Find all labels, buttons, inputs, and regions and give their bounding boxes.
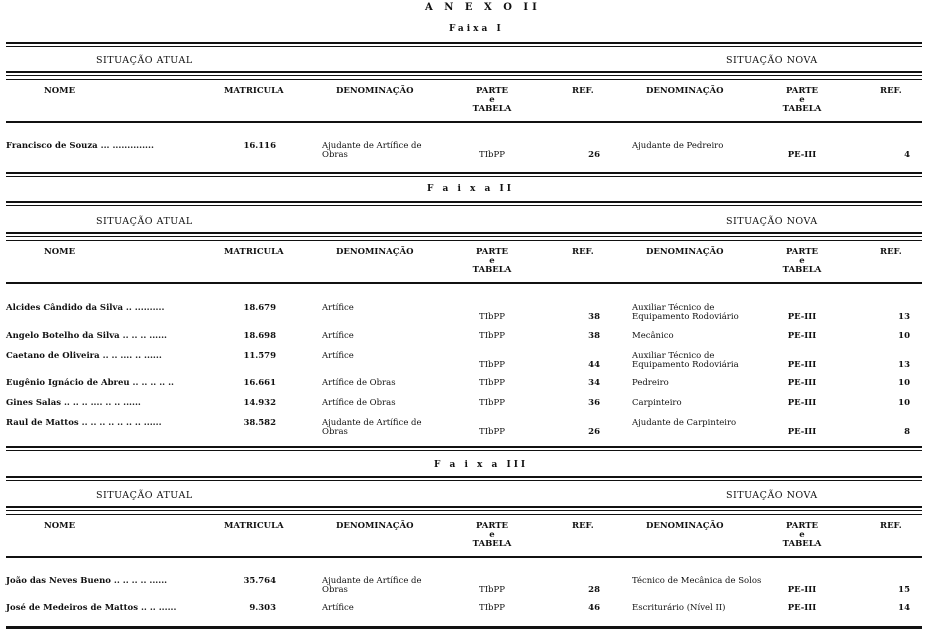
row-parte-atual: TIbPP — [479, 360, 505, 370]
faixa-2-col-ref-nova: REF. — [880, 247, 902, 257]
row-ref-nova: 15 — [898, 585, 910, 595]
row-denominacao-atual: Artífice de Obras — [322, 378, 396, 388]
faixa-2-col-matricula: MATRICULA — [224, 247, 284, 257]
faixa-2-header-rule — [6, 232, 922, 237]
faixa-3-col-ref-atual: REF. — [572, 521, 594, 531]
row-matricula: 35.764 — [243, 576, 276, 586]
faixa-2-col-parte: PARTE — [475, 247, 509, 257]
faixa-1-col-e: e — [489, 95, 495, 105]
faixa-1-col-ref-atual: REF. — [572, 86, 594, 96]
faixa-2-bottom-rule — [6, 446, 922, 451]
row-nome: Francisco de Souza ... .............. — [6, 141, 154, 151]
row-matricula: 18.698 — [243, 331, 276, 341]
faixa-3-bottom-rule — [6, 626, 922, 629]
row-matricula: 18.679 — [243, 303, 276, 313]
faixa-2-col-denominacao-atual: DENOMINAÇÃO — [336, 247, 414, 257]
row-parte-nova: PE-III — [787, 427, 817, 437]
faixa-3-situacao-atual: SITUAÇÃO ATUAL — [96, 490, 193, 501]
row-ref-nova: 8 — [904, 427, 910, 437]
row-ref-nova: 4 — [904, 150, 910, 160]
faixa-3-col-denominacao-nova: DENOMINAÇÃO — [646, 521, 724, 531]
faixa-3-col-matricula: MATRICULA — [224, 521, 284, 531]
faixa-1-header-thin-rule — [6, 79, 922, 80]
faixa-3-col-parte-nova — [777, 522, 827, 549]
row-denominacao-atual: Artífice de Obras — [322, 398, 396, 408]
faixa-3-col-denominacao-atual: DENOMINAÇÃO — [336, 521, 414, 531]
faixa-3-col-tabela: TABELA — [782, 539, 822, 549]
faixa-1-col-tabela: TABELA — [782, 104, 822, 114]
faixa-1-header-rule — [6, 71, 922, 76]
row-denominacao-nova: Auxiliar Técnico de Equipamento Rodoviário — [632, 303, 739, 322]
faixa-3-col-parte: PARTE — [475, 521, 509, 531]
faixa-2-col-e: e — [489, 256, 495, 266]
row-denominacao-nova: Carpinteiro — [632, 398, 682, 408]
row-ref-nova: 10 — [898, 398, 910, 408]
row-denominacao-atual: Ajudante de Artífice de Obras — [322, 418, 422, 437]
faixa-1-col-tabela: TABELA — [472, 104, 512, 114]
row-nome: Gines Salas .. .. .. .... .. .. ...... — [6, 398, 141, 408]
faixa-1-col-parte-nova — [777, 87, 827, 114]
row-parte-nova: PE-III — [787, 331, 817, 341]
row-denominacao-atual: Artífice — [322, 351, 354, 361]
faixa-3-col-tabela: TABELA — [472, 539, 512, 549]
row-matricula: 38.582 — [243, 418, 276, 428]
faixa-3-col-parte-atual — [467, 522, 517, 549]
faixa-2-col-parte-atual — [467, 248, 517, 275]
row-matricula: 16.661 — [243, 378, 276, 388]
row-nome: Caetano de Oliveira .. .. .... .. ...... — [6, 351, 162, 361]
row-ref-nova: 14 — [898, 603, 910, 613]
faixa-1-col-parte: PARTE — [475, 86, 509, 96]
faixa-2-col-nome: NOME — [44, 247, 76, 257]
faixa-2-col-tabela: TABELA — [472, 265, 512, 275]
row-denominacao-atual: Artífice — [322, 303, 354, 313]
row-parte-nova: PE-III — [787, 360, 817, 370]
row-matricula: 14.932 — [243, 398, 276, 408]
faixa-2-col-e: e — [799, 256, 805, 266]
faixa-3-col-nome: NOME — [44, 521, 76, 531]
faixa-2-situacao-nova: SITUAÇÃO NOVA — [726, 216, 818, 227]
row-denominacao-atual: Artífice — [322, 331, 354, 341]
row-ref-nova: 13 — [898, 360, 910, 370]
row-ref-atual: 28 — [588, 585, 600, 595]
row-parte-atual: TIbPP — [479, 378, 505, 388]
row-denominacao-nova: Ajudante de Pedreiro — [632, 141, 724, 151]
row-parte-nova: PE-III — [787, 398, 817, 408]
row-parte-atual: TIbPP — [479, 585, 505, 595]
faixa-1-situacao-atual: SITUAÇÃO ATUAL — [96, 55, 193, 66]
faixa-3-header-rule — [6, 506, 922, 511]
row-denominacao-atual: Ajudante de Artífice de Obras — [322, 576, 422, 595]
faixa-1-col-parte-atual — [467, 87, 517, 114]
row-parte-nova: PE-III — [787, 585, 817, 595]
faixa-1-col-parte: PARTE — [785, 86, 819, 96]
row-nome: Raul de Mattos .. .. .. .. .. .. .. ...... — [6, 418, 162, 428]
faixa-3-label: F a i x a III — [434, 460, 529, 470]
row-matricula: 16.116 — [243, 141, 276, 151]
faixa-1-top-rule — [6, 42, 922, 47]
faixa-3-top-rule — [6, 476, 922, 481]
row-denominacao-nova: Escriturário (Nível II) — [632, 603, 726, 613]
faixa-2-label: F a i x a II — [427, 184, 514, 194]
faixa-2-situacao-atual: SITUAÇÃO ATUAL — [96, 216, 193, 227]
row-ref-atual: 46 — [588, 603, 600, 613]
faixa-2-col-parte: PARTE — [785, 247, 819, 257]
faixa-3-col-parte: PARTE — [785, 521, 819, 531]
row-nome: Alcides Cândido da Silva .. .......... — [6, 303, 165, 313]
row-denominacao-atual: Ajudante de Artífice de Obras — [322, 141, 422, 160]
faixa-1-situacao-nova: SITUAÇÃO NOVA — [726, 55, 818, 66]
row-ref-nova: 13 — [898, 312, 910, 322]
row-ref-nova: 10 — [898, 378, 910, 388]
row-parte-nova: PE-III — [787, 150, 817, 160]
annex-title: A N E X O II — [425, 2, 541, 13]
row-parte-nova: PE-III — [787, 312, 817, 322]
row-nome: Angelo Botelho da Silva .. .. .. ...... — [6, 331, 168, 341]
faixa-1-col-ref-nova: REF. — [880, 86, 902, 96]
row-ref-atual: 38 — [588, 331, 600, 341]
row-ref-nova: 10 — [898, 331, 910, 341]
row-denominacao-nova: Mecânico — [632, 331, 674, 341]
faixa-3-col-ref-nova: REF. — [880, 521, 902, 531]
faixa-3-col-e: e — [799, 530, 805, 540]
row-parte-atual: TIbPP — [479, 150, 505, 160]
faixa-1-col-nome: NOME — [44, 86, 76, 96]
faixa-1-col-matricula: MATRICULA — [224, 86, 284, 96]
faixa-2-top-rule — [6, 201, 922, 206]
row-denominacao-nova: Auxiliar Técnico de Equipamento Rodoviária — [632, 351, 739, 370]
row-nome: Eugênio Ignácio de Abreu .. .. .. .. .. — [6, 378, 174, 388]
faixa-1-bottom-rule — [6, 172, 922, 177]
row-nome: João das Neves Bueno .. .. .. .. ...... — [6, 576, 168, 586]
faixa-1-label: Faixa I — [449, 24, 504, 34]
row-matricula: 9.303 — [249, 603, 276, 613]
row-denominacao-nova: Técnico de Mecânica de Solos — [632, 576, 762, 586]
row-parte-nova: PE-III — [787, 378, 817, 388]
faixa-1-col-e: e — [799, 95, 805, 105]
row-parte-nova: PE-III — [787, 603, 817, 613]
row-denominacao-nova: Ajudante de Carpinteiro — [632, 418, 737, 428]
faixa-2-col-parte-nova — [777, 248, 827, 275]
row-ref-atual: 36 — [588, 398, 600, 408]
row-ref-atual: 26 — [588, 150, 600, 160]
faixa-3-situacao-nova: SITUAÇÃO NOVA — [726, 490, 818, 501]
faixa-1-columns-rule — [6, 121, 922, 123]
row-ref-atual: 38 — [588, 312, 600, 322]
row-nome: José de Medeiros de Mattos .. .. ...... — [6, 603, 177, 613]
row-parte-atual: TIbPP — [479, 312, 505, 322]
row-matricula: 11.579 — [243, 351, 276, 361]
row-ref-atual: 26 — [588, 427, 600, 437]
faixa-2-col-ref-atual: REF. — [572, 247, 594, 257]
row-denominacao-atual: Artífice — [322, 603, 354, 613]
faixa-3-col-e: e — [489, 530, 495, 540]
faixa-2-header-thin-rule — [6, 240, 922, 241]
row-parte-atual: TIbPP — [479, 603, 505, 613]
row-ref-atual: 34 — [588, 378, 600, 388]
faixa-2-col-denominacao-nova: DENOMINAÇÃO — [646, 247, 724, 257]
faixa-2-col-tabela: TABELA — [782, 265, 822, 275]
row-parte-atual: TIbPP — [479, 398, 505, 408]
faixa-3-columns-rule — [6, 556, 922, 558]
row-parte-atual: TIbPP — [479, 427, 505, 437]
faixa-2-columns-rule — [6, 282, 922, 284]
row-denominacao-nova: Pedreiro — [632, 378, 669, 388]
faixa-3-header-thin-rule — [6, 514, 922, 515]
row-parte-atual: TIbPP — [479, 331, 505, 341]
faixa-1-col-denominacao-nova: DENOMINAÇÃO — [646, 86, 724, 96]
row-ref-atual: 44 — [588, 360, 600, 370]
faixa-1-col-denominacao-atual: DENOMINAÇÃO — [336, 86, 414, 96]
